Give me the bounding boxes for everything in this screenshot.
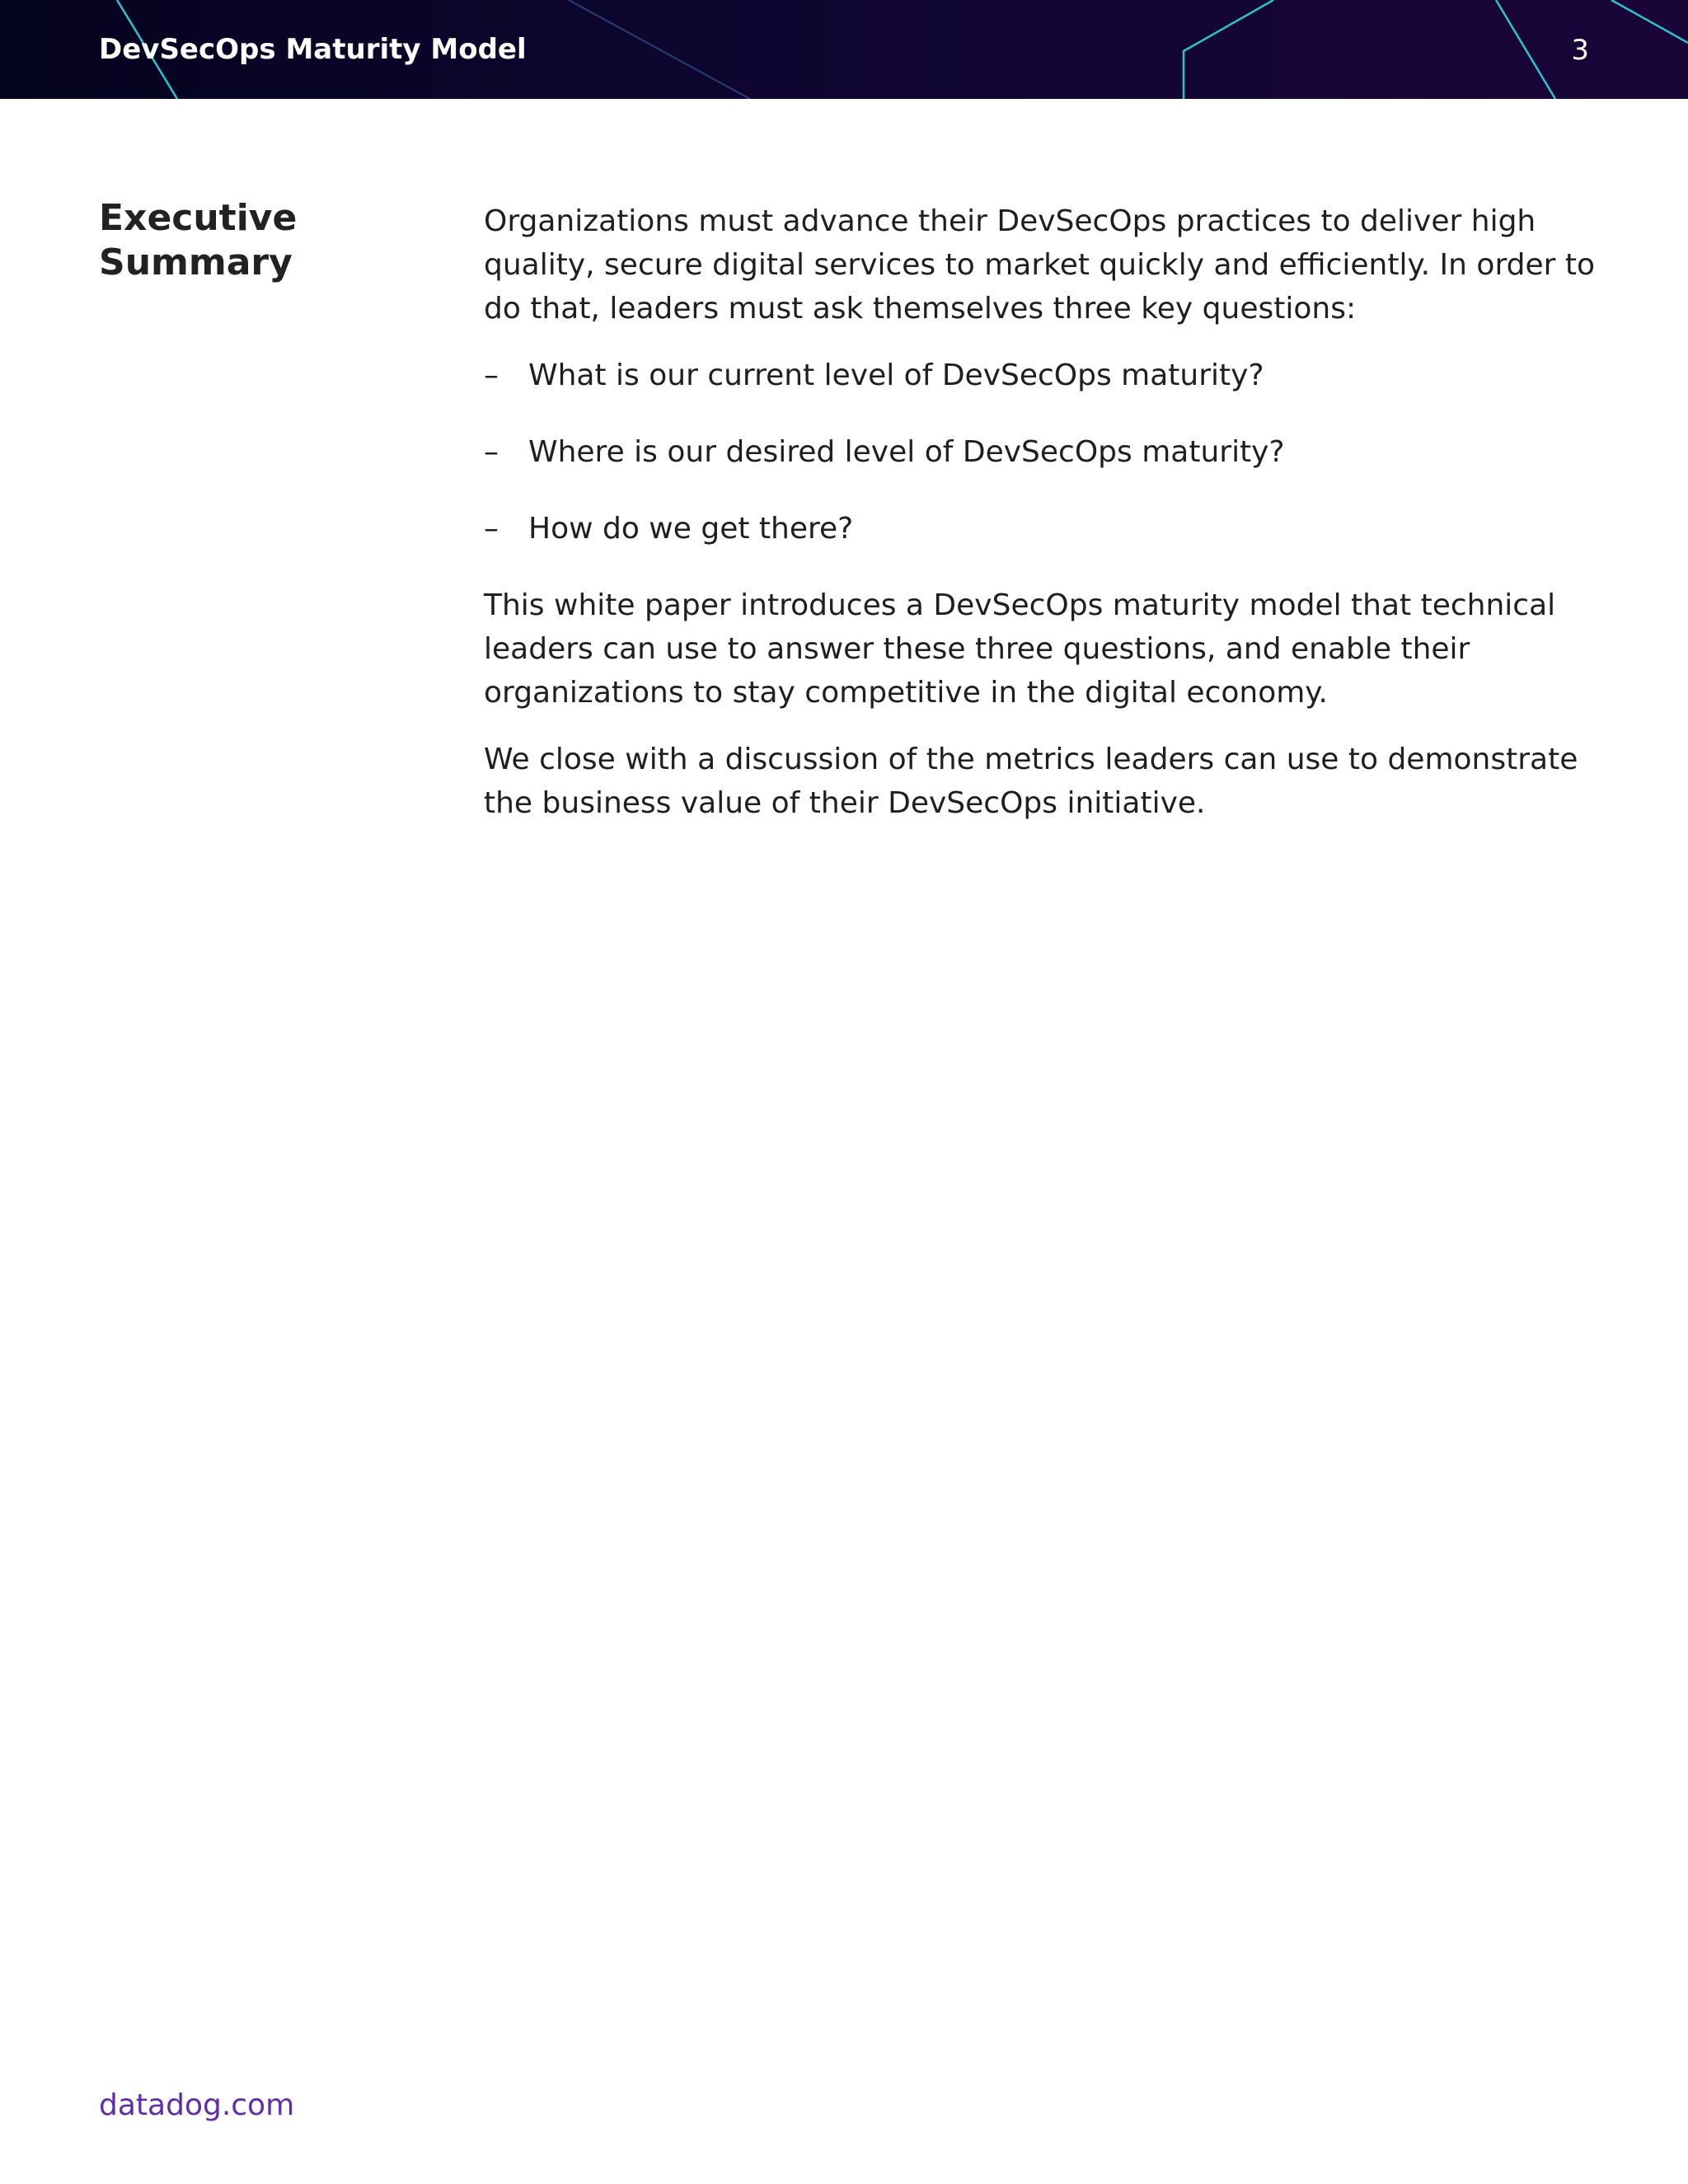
header-line — [1611, 0, 1688, 43]
executive-summary-body — [484, 199, 1601, 848]
document-title: DevSecOps Maturity Model — [99, 33, 527, 66]
bullet-dash: – — [484, 435, 499, 469]
question-text: What is our current level of DevSecOps maturity? — [528, 359, 1264, 392]
bullet-dash: – — [484, 359, 499, 392]
page-number: 3 — [1571, 34, 1589, 67]
section-heading — [99, 196, 429, 285]
key-questions-list — [484, 354, 1601, 551]
header-line — [1184, 0, 1273, 99]
intro-paragraph: Organizations must advance their DevSecOps practices to deliver high quality, secure digital services to market quickly and efficiently. In order to do that, leaders must ask themselves three key questions: — [484, 204, 1595, 326]
list-item — [484, 507, 1601, 551]
bullet-dash: – — [484, 512, 499, 546]
section-heading-line-1: Executive — [99, 197, 298, 239]
question-text: Where is our desired level of DevSecOps maturity? — [528, 435, 1285, 469]
list-item — [484, 430, 1601, 474]
section-heading-line-2: Summary — [99, 241, 293, 284]
white-paper-paragraph: This white paper introduces a DevSecOps maturity model that technical leaders can use to answer these three questions, and enable their organizations to stay competitive in the digital economy. — [484, 588, 1556, 710]
page-header-banner — [0, 0, 1688, 99]
list-item — [484, 354, 1601, 397]
metrics-paragraph: We close with a discussion of the metrics leaders can use to demonstrate the business value of their DevSecOps initiative. — [484, 743, 1578, 820]
question-text: How do we get there? — [528, 512, 854, 546]
header-line — [1496, 0, 1555, 99]
footer-website-link[interactable]: datadog.com — [99, 2088, 295, 2122]
header-line — [569, 0, 750, 99]
